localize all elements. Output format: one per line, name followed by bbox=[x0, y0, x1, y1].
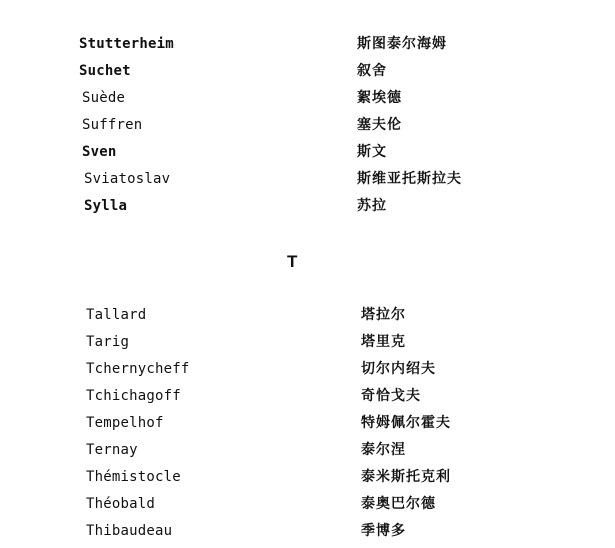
entry-translation: 切尔内绍夫 bbox=[361, 361, 436, 377]
entry-name: Sylla bbox=[84, 198, 128, 214]
entry-name: Tchernycheff bbox=[86, 361, 190, 377]
entry-translation: 斯维亚托斯拉夫 bbox=[357, 171, 462, 187]
entry-translation: 苏拉 bbox=[357, 198, 387, 214]
entry-translation: 泰米斯托克利 bbox=[361, 469, 451, 485]
entry-translation: 斯图泰尔海姆 bbox=[357, 36, 447, 52]
entry-name: Tchichagoff bbox=[86, 388, 181, 404]
entry-name: Sven bbox=[82, 144, 117, 160]
entry-translation: 季博多 bbox=[361, 523, 406, 539]
entry-name: Tallard bbox=[86, 307, 147, 323]
entry-name: Tempelhof bbox=[86, 415, 164, 431]
entry-name: Suchet bbox=[79, 63, 131, 79]
entry-translation: 塔拉尔 bbox=[361, 307, 406, 323]
entry-name: Stutterheim bbox=[79, 36, 174, 52]
entry-name: Ternay bbox=[86, 442, 138, 458]
entry-translation: 斯文 bbox=[357, 144, 387, 160]
entry-name: Suède bbox=[82, 90, 126, 106]
entry-name: Thibaudeau bbox=[86, 523, 173, 539]
section-heading: T bbox=[287, 252, 298, 271]
entry-translation: 塞夫伦 bbox=[357, 117, 402, 133]
entry-translation: 特姆佩尔霍夫 bbox=[361, 415, 451, 431]
entry-translation: 叙舍 bbox=[357, 63, 387, 79]
entry-name: Suffren bbox=[82, 117, 143, 133]
entry-translation: 絮埃德 bbox=[357, 90, 402, 106]
entry-translation: 泰奥巴尔德 bbox=[361, 496, 436, 512]
entry-name: Sviatoslav bbox=[84, 171, 171, 187]
entry-name: Thémistocle bbox=[86, 469, 181, 485]
entry-translation: 泰尔涅 bbox=[361, 442, 406, 458]
entry-translation: 塔里克 bbox=[361, 334, 406, 350]
entry-name: Théobald bbox=[86, 496, 156, 512]
entry-name: Tarig bbox=[86, 334, 130, 350]
entry-translation: 奇恰戈夫 bbox=[361, 388, 421, 404]
